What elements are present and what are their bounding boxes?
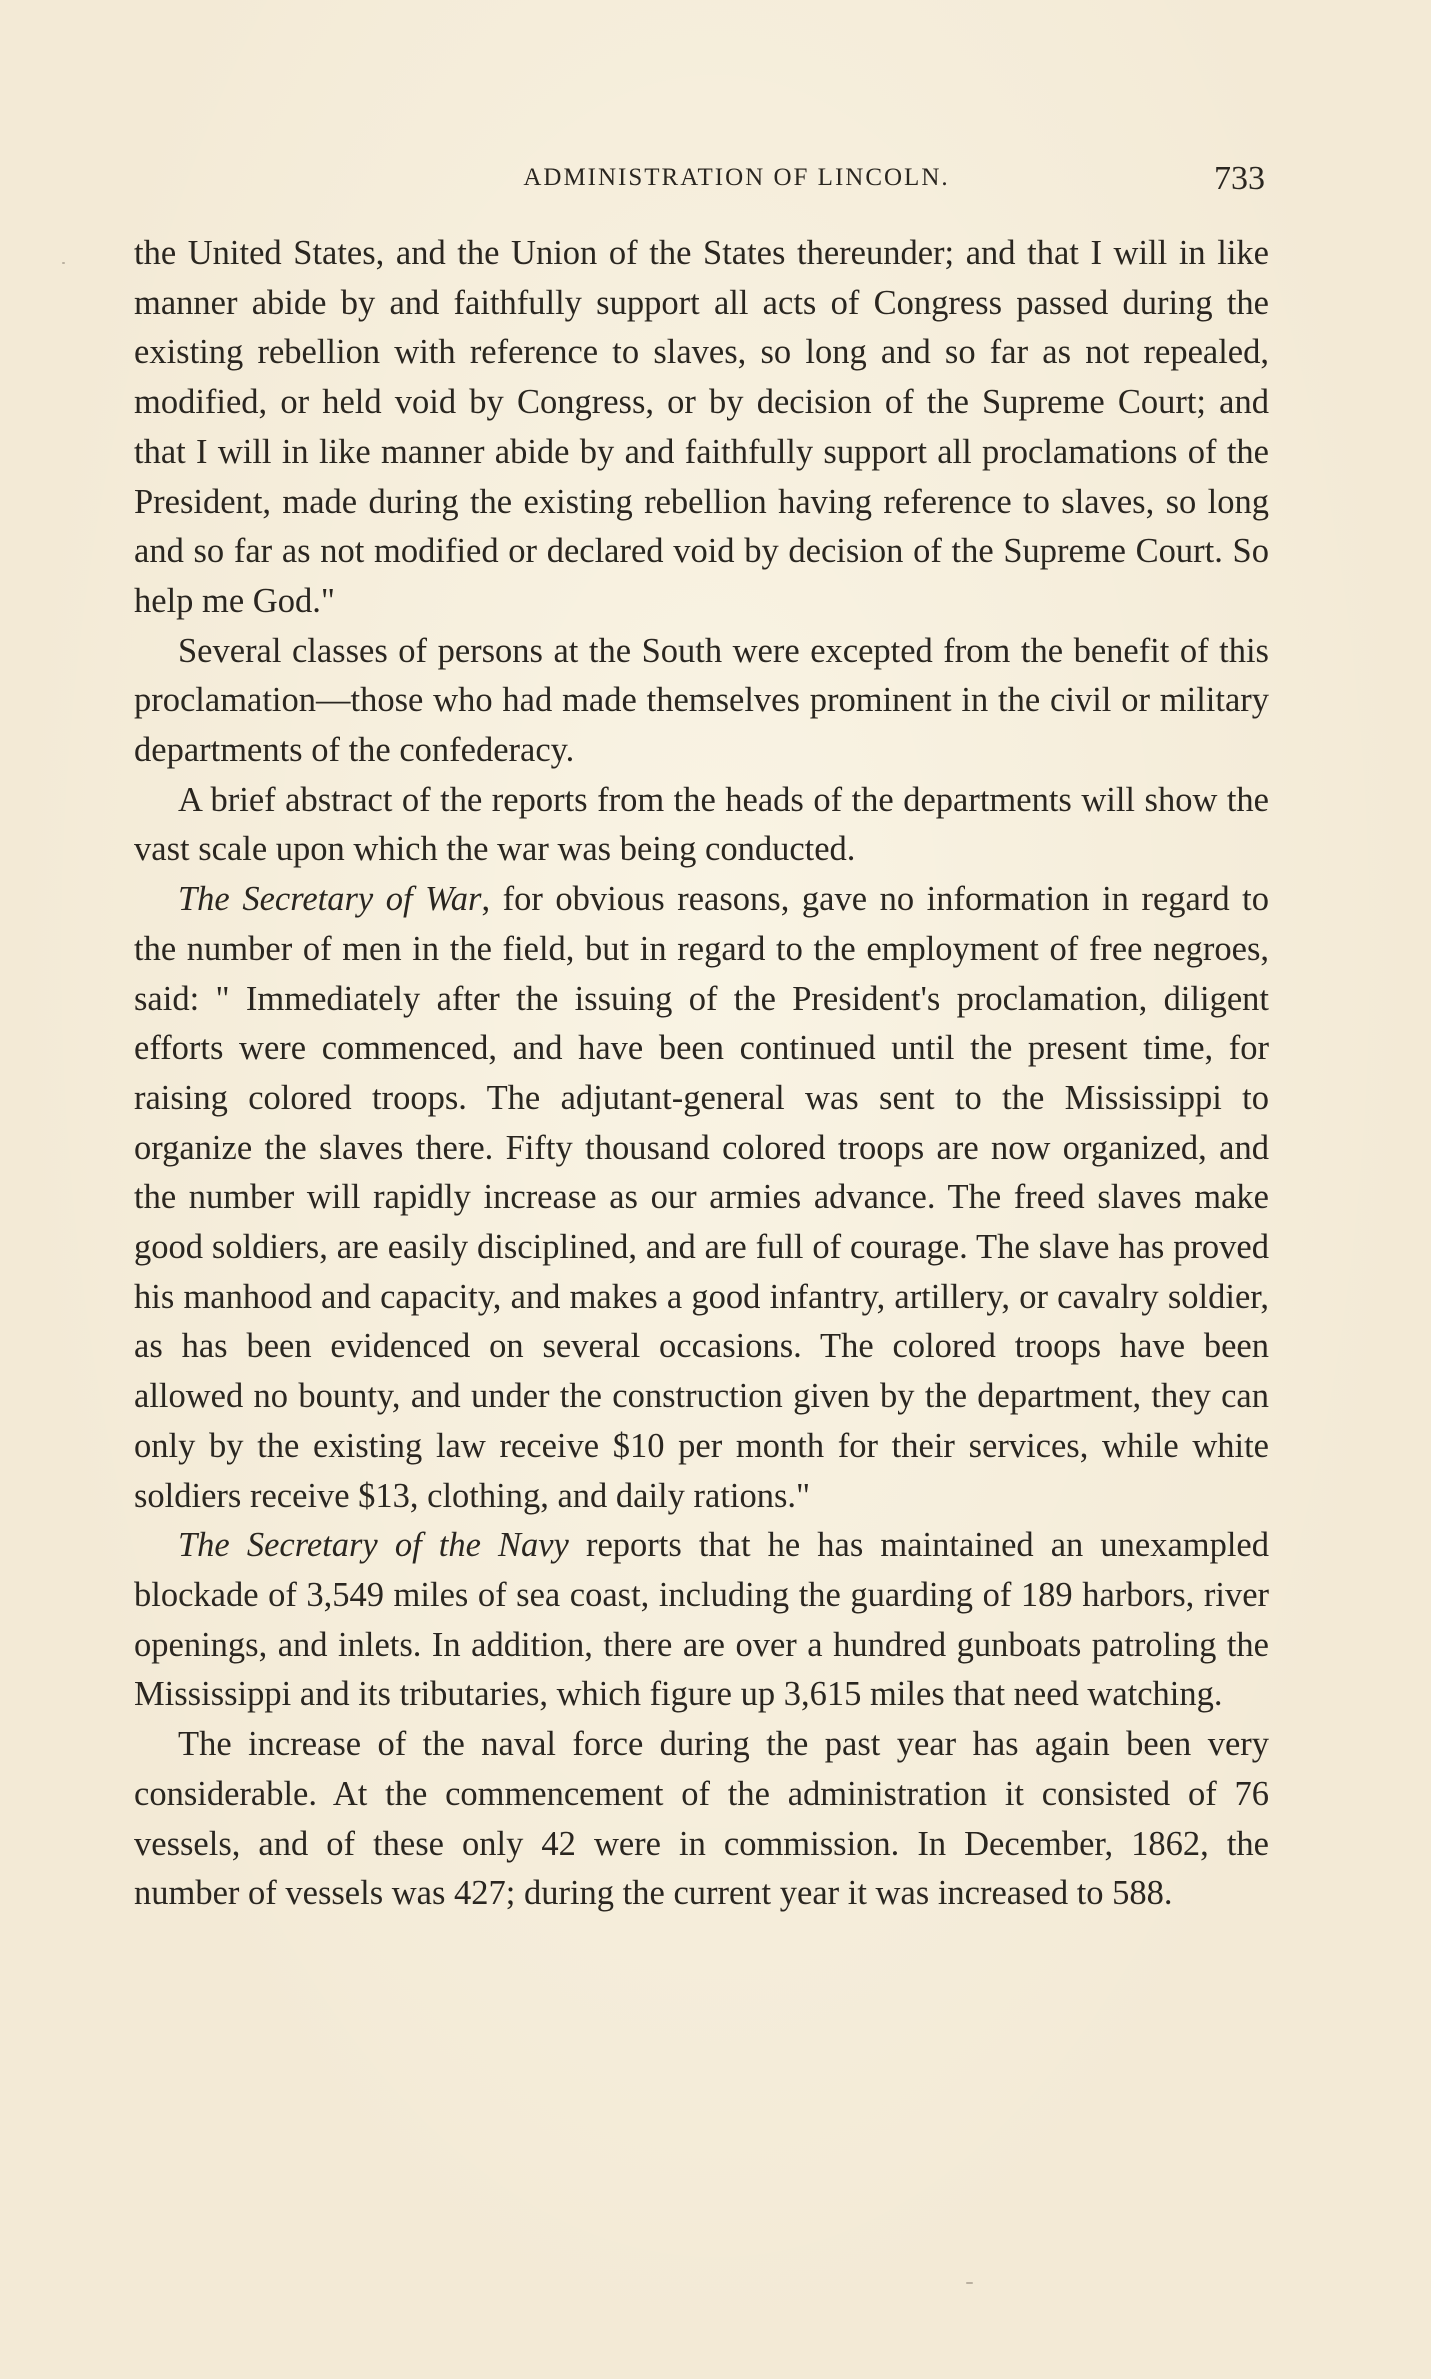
text-run: Several classes of persons at the South were excepted from the benefit of this proclamation—those who had made themselves prominent in the civil or military departments of the confederacy. bbox=[134, 631, 1269, 770]
paragraph bbox=[134, 1720, 1269, 1919]
text-run: reports that he has maintained an unexampled blockade of 3,549 miles of sea coast, including the guarding of 189 harbors, river openings, and inlets. In addition, there are over a hundred gunboats patroling the Mississippi and its tributaries, which figure up 3,615 miles that need watching. bbox=[134, 1526, 1269, 1714]
paragraph bbox=[134, 1521, 1269, 1720]
paper-speck bbox=[966, 2282, 973, 2284]
page-header bbox=[134, 160, 1269, 208]
text-run: A brief abstract of the reports from the heads of the departments will show the vast scale upon which the war was being conducted. bbox=[134, 780, 1269, 869]
running-head: ADMINISTRATION OF LINCOLN. bbox=[523, 164, 950, 191]
paragraph bbox=[134, 776, 1269, 875]
body-text bbox=[134, 229, 1269, 1919]
text-run: The increase of the naval force during the past year has again been very considerable. At the commencement of the administration it consisted of 76 vessels, and of these only 42 were in commission. In December, 1862, the number of vessels was 427; during the current year it was increased to 588. bbox=[134, 1725, 1269, 1913]
italic-phrase: The Secretary of War bbox=[178, 880, 482, 919]
paragraph bbox=[134, 229, 1269, 627]
paragraph bbox=[134, 875, 1269, 1521]
text-run: the United States, and the Union of the States thereunder; and that I will in like manner abide by and faithfully support all acts of Congress passed during the existing rebellion with reference to slaves, so long and so far as not repealed, modified, or held void by Congress, or by decision of the Supreme Court; and that I will in like manner abide by and faithfully support all proclamations of the President, made during the existing rebellion having reference to slaves, so long and so far as not modified or declared void by decision of the Supreme Court. So help me God." bbox=[134, 234, 1269, 620]
italic-phrase: The Secretary of the Navy bbox=[178, 1526, 569, 1565]
paper-speck bbox=[62, 262, 65, 264]
page-number: 733 bbox=[1214, 160, 1265, 197]
paragraph bbox=[134, 627, 1269, 776]
text-run: , for obvious reasons, gave no information in regard to the number of men in the field, but in regard to the employment of free negroes, said: " Immediately after the issuing of the President's proclamation, diligent efforts were commenced, and have been continued until the present time, for raising colored troops. The adjutant-general was sent to the Mississippi to organize the slaves there. Fifty thousand colored troops are now organized, and the number will rapidly increase as our armies advance. The freed slaves make good soldiers, are easily disciplined, and are full of courage. The slave has proved his manhood and capacity, and makes a good infantry, artillery, or cavalry soldier, as has been evidenced on several occasions. The colored troops have been allowed no bounty, and under the construction given by the department, they can only by the existing law receive $10 per month for their services, while white soldiers receive $13, clothing, and daily rations." bbox=[134, 880, 1269, 1515]
